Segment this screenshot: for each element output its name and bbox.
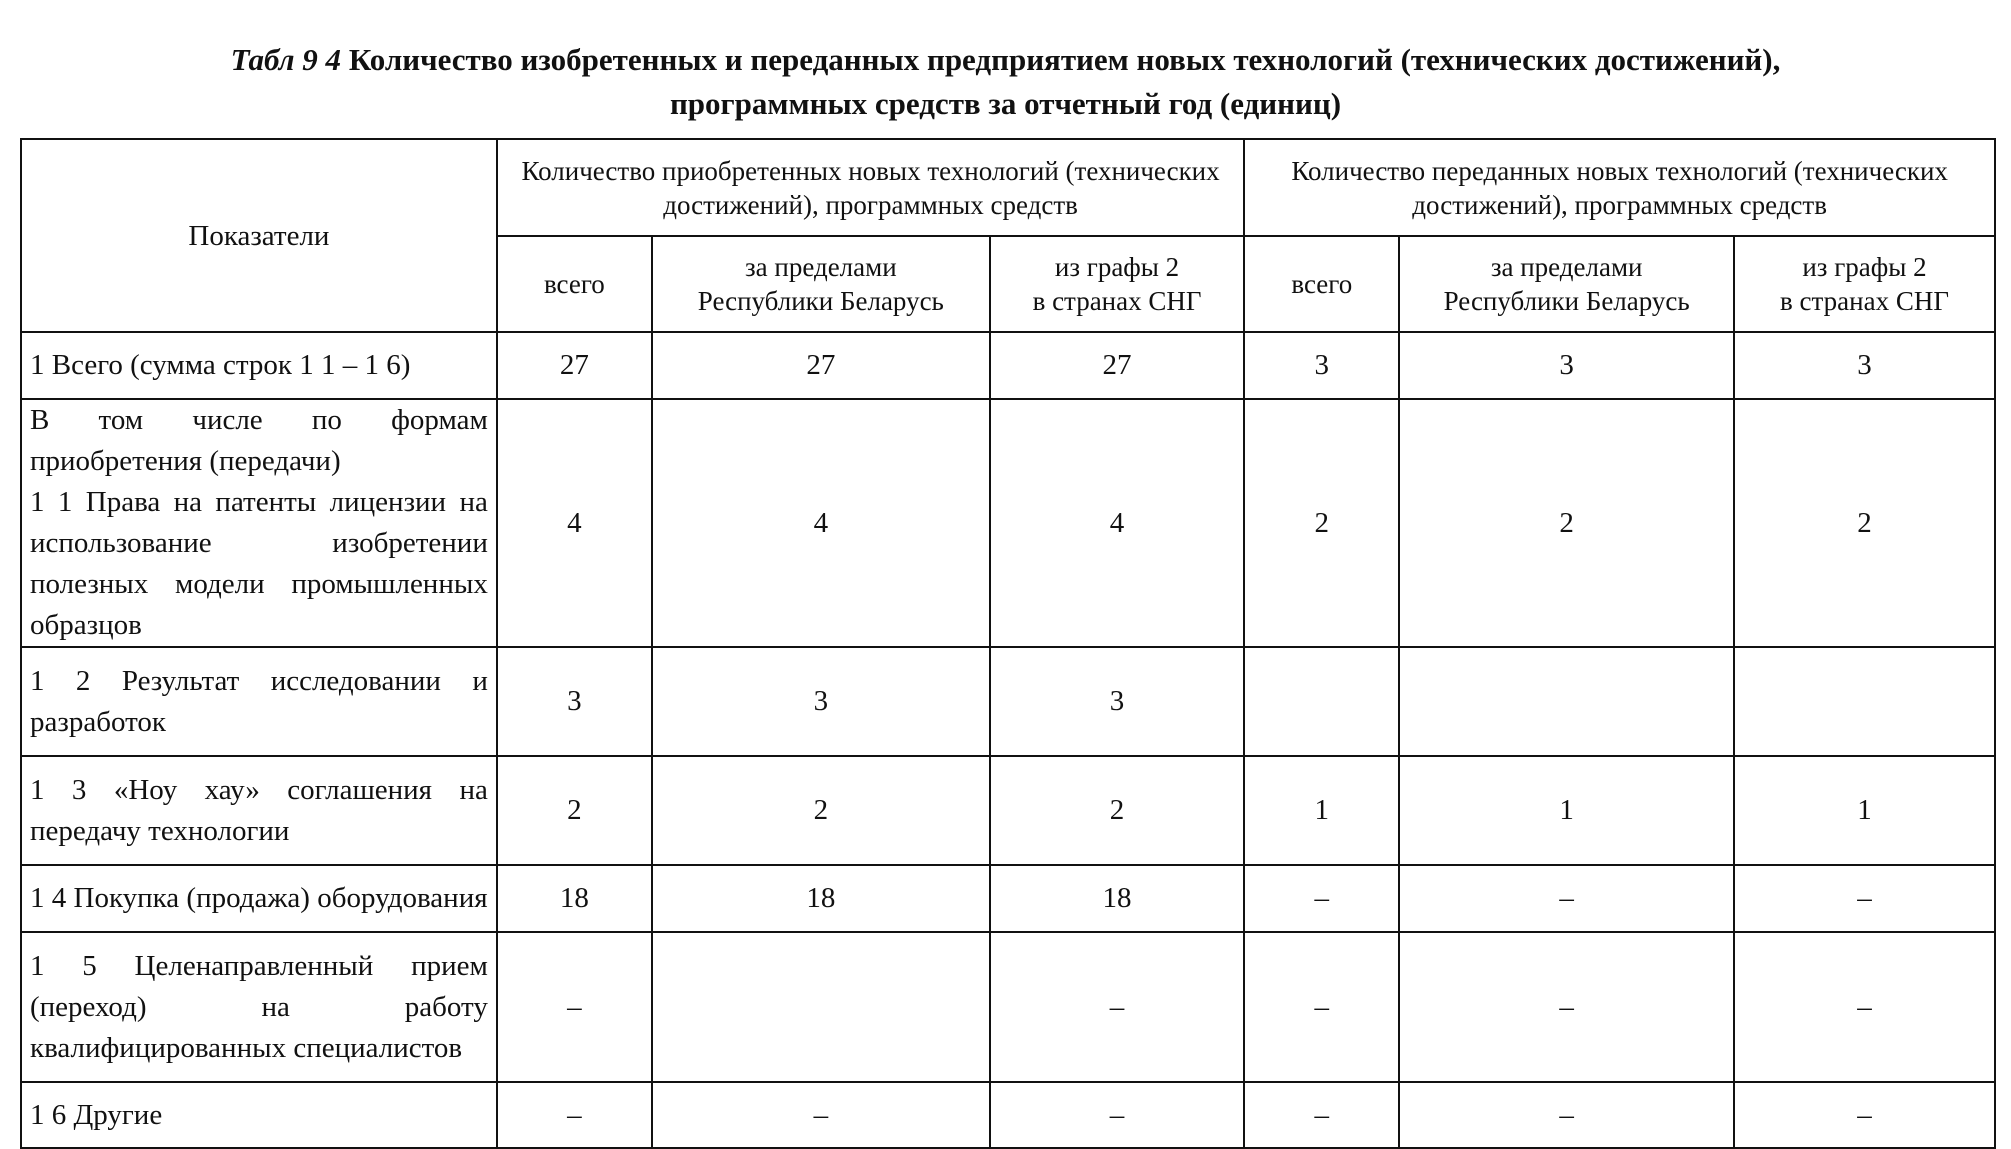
cell-value: 4 (497, 399, 652, 647)
row-label-patents (21, 399, 497, 647)
cell-value: – (990, 1082, 1245, 1148)
cell-value: – (1244, 932, 1399, 1082)
cell-value: 4 (990, 399, 1245, 647)
header-transferred-cis (1734, 236, 1995, 332)
technology-table (20, 138, 1996, 1149)
header-transferred-total: всего (1244, 236, 1399, 332)
row-label-other: 1 6 Другие (21, 1082, 497, 1148)
cell-value: 3 (1399, 332, 1734, 399)
header-group-transferred: Количество переданных новых технологий (технических достижений), программных средств (1244, 139, 1995, 236)
cell-value: 27 (990, 332, 1245, 399)
cell-value (1399, 647, 1734, 756)
cell-value: 3 (497, 647, 652, 756)
cell-value: – (1244, 865, 1399, 932)
cell-value: 18 (497, 865, 652, 932)
cell-value: 18 (990, 865, 1245, 932)
row-label-total: 1 Всего (сумма строк 1 1 – 1 6) (21, 332, 497, 399)
cell-value: 3 (1244, 332, 1399, 399)
cell-value: – (1399, 932, 1734, 1082)
header-acquired-abroad-line-2: Республики Беларусь (697, 286, 944, 316)
cell-value: 2 (1244, 399, 1399, 647)
table-row (21, 647, 1995, 756)
cell-value: – (1734, 865, 1995, 932)
table-title-line-1: Количество изобретенных и переданных предприятием новых технологий (технических достижений), (348, 42, 1781, 77)
cell-value: – (1399, 1082, 1734, 1148)
table-title-line-2: программных средств за отчетный год (единиц) (669, 86, 1342, 121)
row-label-research: 1 2 Результат исследовании и разработок (21, 647, 497, 756)
cell-value: 1 (1244, 756, 1399, 865)
cell-value: – (1734, 1082, 1995, 1148)
cell-value: – (497, 1082, 652, 1148)
cell-value: 2 (1399, 399, 1734, 647)
header-acquired-cis (990, 236, 1245, 332)
cell-value: 2 (1734, 399, 1995, 647)
header-transferred-cis-line-2: в странах СНГ (1780, 286, 1949, 316)
header-row-1 (21, 139, 1995, 236)
cell-value: 1 (1399, 756, 1734, 865)
row-label-including: В том числе по формам приобретения (передачи) (30, 404, 488, 477)
table-row (21, 399, 1995, 647)
table-row (21, 865, 1995, 932)
cell-value: 18 (652, 865, 990, 932)
header-acquired-cis-line-2: в странах СНГ (1032, 286, 1202, 316)
row-label-specialists: 1 5 Целенаправленный прием (переход) на работу квалифицированных специалистов (21, 932, 497, 1082)
row-label-equipment: 1 4 Покупка (продажа) оборудования (21, 865, 497, 932)
header-indicator: Показатели (21, 139, 497, 332)
cell-value: 2 (652, 756, 990, 865)
cell-value (1734, 647, 1995, 756)
header-acquired-cis-line-1: из графы 2 (1054, 252, 1180, 282)
header-transferred-abroad (1399, 236, 1734, 332)
cell-value: 3 (990, 647, 1245, 756)
cell-value: 4 (652, 399, 990, 647)
cell-value: – (990, 932, 1245, 1082)
caption-line-1 (0, 38, 2011, 82)
cell-value: – (497, 932, 652, 1082)
cell-value: – (652, 1082, 990, 1148)
header-acquired-abroad (652, 236, 990, 332)
table-caption (0, 38, 2011, 126)
header-acquired-abroad-line-1: за пределами (744, 252, 897, 282)
cell-value (652, 932, 990, 1082)
header-transferred-abroad-line-2: Республики Беларусь (1443, 286, 1690, 316)
cell-value: 2 (497, 756, 652, 865)
cell-value: 3 (1734, 332, 1995, 399)
header-group-acquired: Количество приобретенных новых технологий (технических достижений), программных средств (497, 139, 1244, 236)
table-row (21, 332, 1995, 399)
table-row (21, 756, 1995, 865)
cell-value: – (1244, 1082, 1399, 1148)
cell-value: – (1734, 932, 1995, 1082)
cell-value: 1 (1734, 756, 1995, 865)
table-number: Табл 9 4 (230, 42, 342, 77)
header-transferred-abroad-line-1: за пределами (1490, 252, 1643, 282)
table-row (21, 1082, 1995, 1148)
cell-value: 3 (652, 647, 990, 756)
header-acquired-total: всего (497, 236, 652, 332)
cell-value: – (1399, 865, 1734, 932)
cell-value: 27 (497, 332, 652, 399)
cell-value (1244, 647, 1399, 756)
header-transferred-cis-line-1: из графы 2 (1802, 252, 1927, 282)
row-label-know-how: 1 3 «Ноу хау» соглашения на передачу технологии (21, 756, 497, 865)
row-label-patents-text: 1 1 Права на патенты лицензии на использование изобретении полезных модели промышленных образцов (30, 486, 488, 641)
table-row (21, 932, 1995, 1082)
cell-value: 27 (652, 332, 990, 399)
cell-value: 2 (990, 756, 1245, 865)
